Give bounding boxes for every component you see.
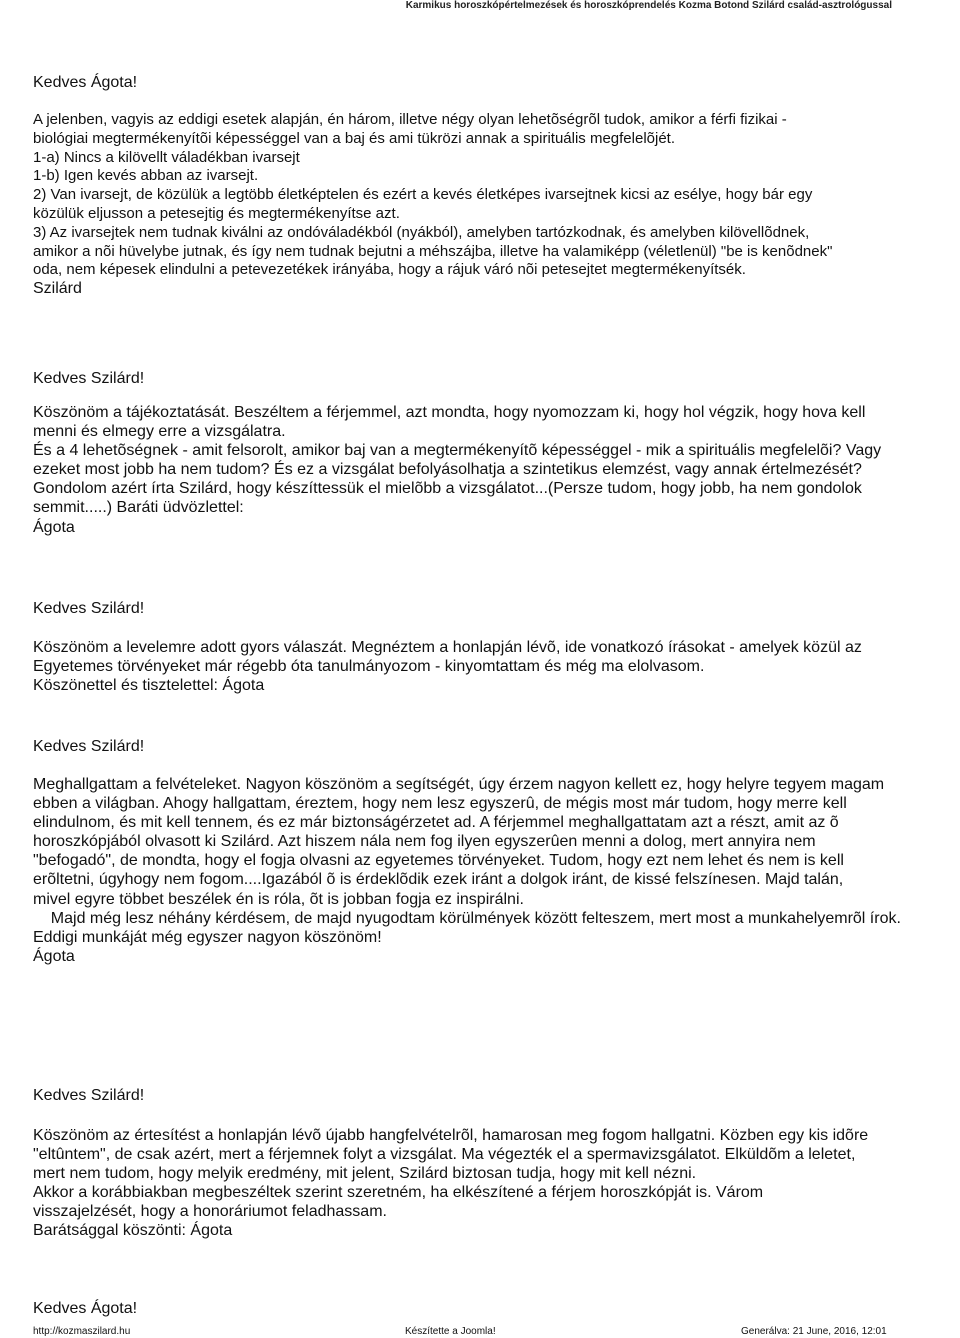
body-line: mert nem tudom, hogy melyik eredmény, mit jelent, Szilárd biztosan tudja, hogy mit kell nézni. — [33, 1165, 697, 1183]
letter-5-greeting: Kedves Szilárd! — [33, 1087, 145, 1104]
body-line: Gondolom azért írta Szilárd, hogy készíttessük el mielõbb a vizsgálatot...(Persze tudom, hogy jobb, ha nem gondolok — [33, 480, 862, 498]
body-line: Köszönöm az értesítést a honlapján lévõ újabb hangfelvételrõl, hamarosan meg fogom hallgatni. Közben egy kis idõre — [33, 1127, 869, 1144]
footer-url-link[interactable]: http://kozmaszilard.hu — [33, 1326, 131, 1337]
site-title: Karmikus horoszkópértelmezések és horoszkóprendelés Kozma Botond Szilárd család-asztrológussal — [405, 0, 892, 11]
body-line: Köszönöm a tájékoztatását. Beszéltem a férjemmel, azt mondta, hogy nyomozzam ki, hogy hol végzik, hogy hova kell — [33, 404, 866, 421]
body-line: Egyetemes törvényeket már régebb óta tanulmányozom - kinyomtattam és még ma elolvasom. — [33, 658, 705, 676]
body-line: 1-b) Igen kevés abban az ivarsejt. — [33, 167, 259, 185]
body-line: A jelenben, vagyis az eddigi esetek alapján, én három, illetve négy olyan lehetõségrõl tudok, amikor a férfi fizikai - — [33, 111, 787, 128]
body-line: visszajelzését, hogy a honoráriumot feladhassam. — [33, 1203, 387, 1221]
letter-4-body — [33, 775, 946, 966]
letter-1-body — [33, 111, 946, 299]
body-line: Köszönöm a levelemre adott gyors válaszát. Megnéztem a honlapján lévõ, ide vonatkozó írásokat - amelyek közül az — [33, 639, 862, 656]
body-line: És a 4 lehetõségnek - amit felsorolt, amikor baj van a megtermékenyítõ képességgel - mik a spirituális megfelelõi? Vagy — [33, 442, 882, 460]
body-line: Akkor a korábbiakban megbeszéltek szerint szeretném, ha elkészítené a férjem horoszkópját is. Várom — [33, 1184, 764, 1202]
body-line: horoszkópjából olvasott ki Szilárd. Azt hiszem nála nem fog ilyen egyszerûen menni a dolog, mert annyira nem — [33, 833, 816, 851]
letter-1-greeting: Kedves Ágota! — [33, 74, 138, 91]
footer-credit: Készítette a Joomla! — [405, 1326, 496, 1337]
body-line: menni és elmegy erre a vizsgálatra. — [33, 423, 286, 441]
signature: Ágota — [33, 518, 75, 536]
body-line: ezeket most jobb ha nem tudom? És ez a vizsgálat befolyásolhatja a szintetikus elemzést, vagy annak értelmezését? — [33, 461, 862, 479]
letter-5-body — [33, 1126, 946, 1241]
letter-2-body — [33, 403, 946, 537]
body-line: közülük eljusson a petesejtig és megtermékenyítse azt. — [33, 204, 400, 222]
body-line: mivel egyre többet beszélek én is róla, õt is jobban fogja ez inspirálni. — [33, 890, 524, 908]
letter-4-greeting: Kedves Szilárd! — [33, 738, 145, 755]
footer-generated-date: Generálva: 21 June, 2016, 12:01 — [741, 1326, 887, 1337]
signature: Szilárd — [33, 280, 82, 298]
letter-3-greeting: Kedves Szilárd! — [33, 600, 145, 617]
signature: Köszönettel és tisztelettel: Ágota — [33, 677, 265, 695]
page-header — [0, 0, 960, 12]
body-line: oda, nem képesek elindulni a petevezetékek irányába, hogy a rájuk váró nõi petesejtet megtermékenyítsék. — [33, 261, 746, 279]
body-line: ebben a világban. Ahogy hallgattam, éreztem, hogy nem lesz egyszerû, de mégis most már tudom, hogy merre kell — [33, 795, 847, 813]
body-line: 2) Van ivarsejt, de közülük a legtöbb életképtelen és ezért a kevés életképes ivarsejtnek kicsi az esélye, hogy bár egy — [33, 186, 813, 204]
body-line: Eddigi munkáját még egyszer nagyon köszönöm! — [33, 928, 382, 946]
letter-3-body — [33, 638, 946, 695]
body-line: "eltûntem", de csak azért, mert a férjemnek folyt a vizsgálat. Ma végezték el a spermavizsgálatot. Elküldõm a leletet, — [33, 1146, 856, 1164]
body-line: semmit.....) Baráti üdvözlettel: — [33, 499, 244, 517]
body-line: erõltetni, úgyhogy nem fogom....Igazából õ is érdeklõdik ezek iránt a dolgok iránt, de kissé felszínesen. Majd talán, — [33, 871, 844, 889]
body-line: amikor a nõi hüvelybe jutnak, és így nem tudnak bejutni a méhszájba, illetve ha valamiképp (véletlenül) "be is kenõdnek" — [33, 242, 833, 260]
body-line: "befogadó", de mondta, hogy el fogja olvasni az egyetemes törvényeket. Tudom, hogy ezt nem lehet és nem is kell — [33, 852, 844, 870]
signature: Barátsággal köszönti: Ágota — [33, 1222, 233, 1240]
page-footer — [0, 1325, 960, 1338]
body-line: 3) Az ivarsejtek nem tudnak kiválni az ondóváladékból (nyákból), amelyben tartózkodnak, és amelyben kilövellõdnek, — [33, 223, 810, 241]
body-line: Meghallgattam a felvételeket. Nagyon köszönöm a segítségét, úgy érzem nagyon kellett ez, hogy helyre tegyem magam — [33, 776, 885, 793]
body-line: Majd még lesz néhány kérdésem, de majd nyugodtam körülmények között felteszem, mert most a munkahelyemrõl írok. — [33, 909, 901, 927]
letter-2-greeting: Kedves Szilárd! — [33, 370, 145, 387]
letter-6-greeting: Kedves Ágota! — [33, 1300, 138, 1317]
body-line: 1-a) Nincs a kilövellt váladékban ivarsejt — [33, 148, 300, 166]
body-line: elindulnom, és mit kell tennem, és ez már biztonságérzetet ad. A férjemmel meghallgattatam azt a részt, amit az õ — [33, 814, 839, 832]
signature: Ágota — [33, 947, 75, 965]
body-line: biológiai megtermékenyítõi képességgel van a baj és ami tükrözi annak a spirituális megfelelõjét. — [33, 129, 676, 147]
